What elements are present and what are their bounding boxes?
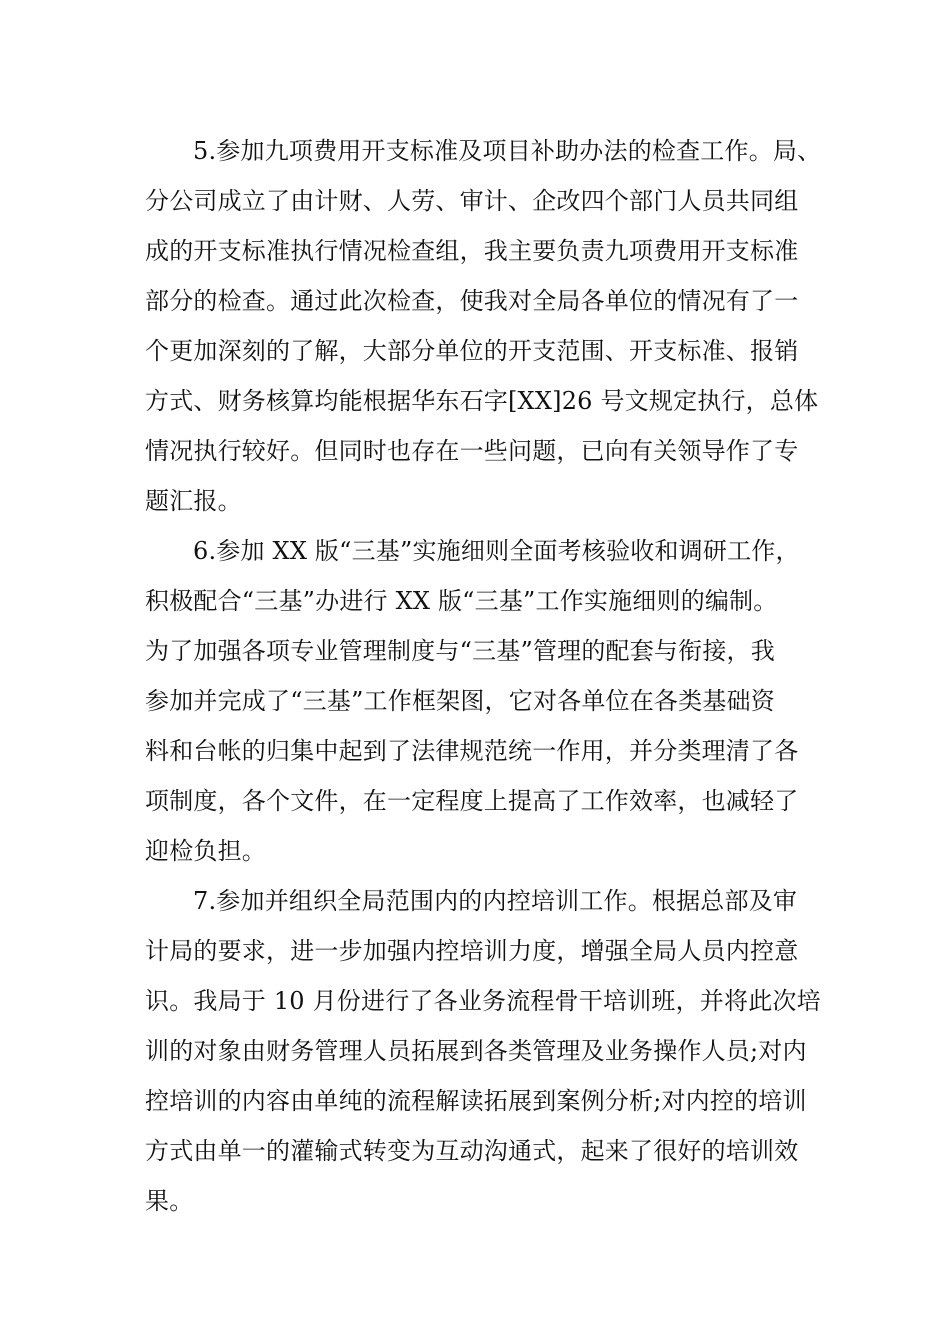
paragraph-5-line-3: 成的开支标准执行情况检查组，我主要负责九项费用开支标准	[145, 237, 799, 265]
paragraph-5-line-2: 分公司成立了由计财、人劳、审计、企改四个部门人员共同组	[145, 187, 799, 215]
paragraph-5-line-7: 情况执行较好。但同时也存在一些问题，已向有关领导作了专	[145, 437, 799, 465]
paragraph-6-line-4: 参加并完成了“三基”工作框架图，它对各单位在各类基础资	[145, 687, 775, 715]
paragraph-6-line-3: 为了加强各项专业管理制度与“三基”管理的配套与衔接，我	[145, 637, 775, 665]
paragraph-7-line-6: 方式由单一的灌输式转变为互动沟通式，起来了很好的培训效	[145, 1137, 799, 1165]
paragraph-5-line-5: 个更加深刻的了解，大部分单位的开支范围、开支标准、报销	[145, 337, 799, 365]
paragraph-6-line-1: 6.参加 XX 版“三基”实施细则全面考核验收和调研工作，	[193, 537, 800, 565]
paragraph-5-line-1: 5.参加九项费用开支标准及项目补助办法的检查工作。局、	[193, 137, 822, 165]
paragraph-7-line-5: 控培训的内容由单纯的流程解读拓展到案例分析;对内控的培训	[145, 1087, 807, 1115]
paragraph-5-line-8: 题汇报。	[145, 487, 242, 515]
paragraph-5-line-4: 部分的检查。通过此次检查，使我对全局各单位的情况有了一	[145, 287, 799, 315]
paragraph-7-line-1: 7.参加并组织全局范围内的内控培训工作。根据总部及审	[193, 887, 798, 915]
paragraph-6-line-6: 项制度，各个文件，在一定程度上提高了工作效率，也减轻了	[145, 787, 799, 815]
paragraph-5-line-6: 方式、财务核算均能根据华东石字[XX]26 号文规定执行，总体	[145, 387, 819, 415]
paragraph-6-line-5: 料和台帐的归集中起到了法律规范统一作用，并分类理清了各	[145, 737, 799, 765]
paragraph-6-line-2: 积极配合“三基”办进行 XX 版“三基”工作实施细则的编制。	[145, 587, 778, 615]
paragraph-6-line-7: 迎检负担。	[145, 837, 266, 865]
paragraph-7-line-3: 识。我局于 10 月份进行了各业务流程骨干培训班，并将此次培	[145, 987, 821, 1015]
paragraph-7-line-4: 训的对象由财务管理人员拓展到各类管理及业务操作人员;对内	[145, 1037, 807, 1065]
paragraph-7-line-2: 计局的要求，进一步加强内控培训力度，增强全局人员内控意	[145, 937, 799, 965]
paragraph-7-line-7: 果。	[145, 1187, 194, 1215]
document-body	[145, 126, 845, 1226]
